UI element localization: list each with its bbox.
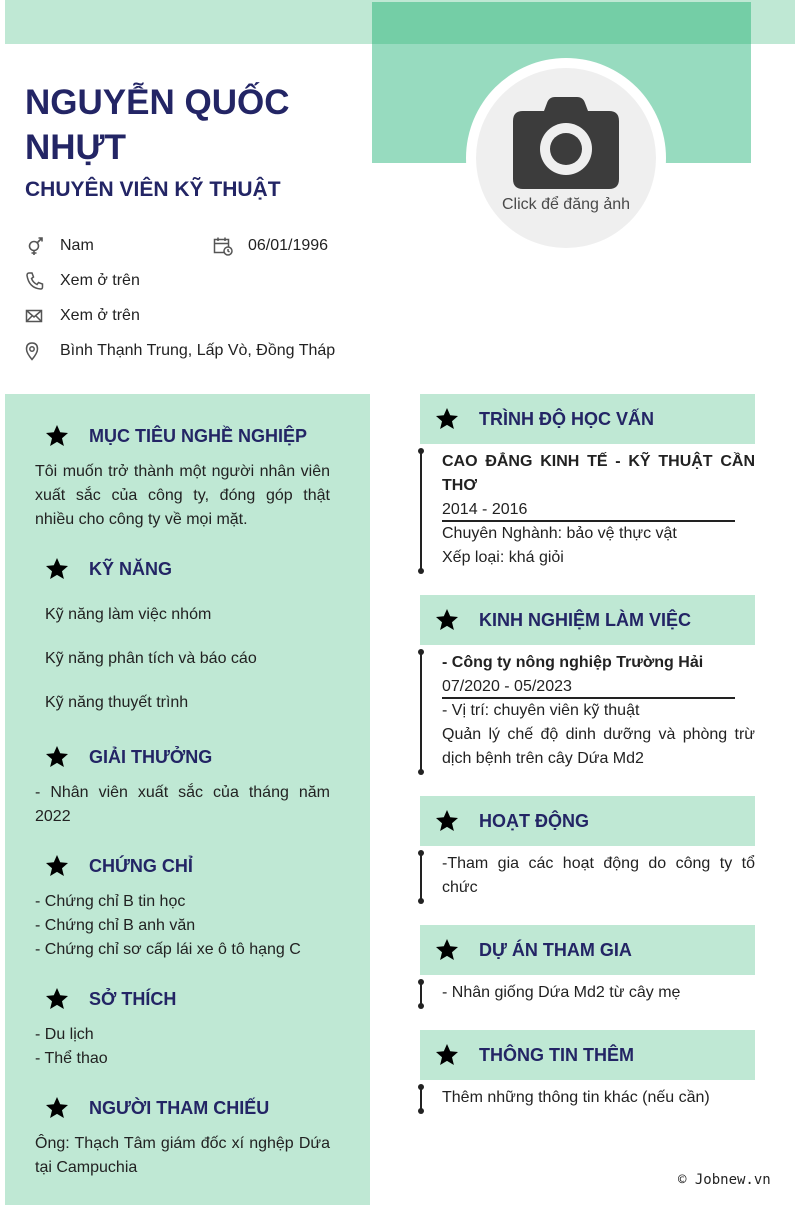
objective-title: MỤC TIÊU NGHỀ NGHIỆP [89,425,308,446]
additional-text: Thêm những thông tin khác (nếu cần) [442,1089,710,1106]
education-period: 2014 - 2016 [442,501,528,518]
certificates-title: CHỨNG CHỈ [89,855,193,876]
skill-item: Kỹ năng làm việc nhóm [45,606,212,623]
email-row [25,306,140,326]
star-icon [45,1096,69,1120]
gender-value: Nam [60,237,94,254]
timeline-dot [418,1108,424,1114]
awards-title: GIẢI THƯỞNG [89,746,213,767]
timeline-dot [418,898,424,904]
candidate-title: CHUYÊN VIÊN KỸ THUẬT [25,178,281,201]
references-title: NGƯỜI THAM CHIẾU [89,1097,270,1118]
email-icon [25,306,45,326]
hobby-item: - Du lịch [35,1026,94,1043]
education-grade: Xếp loại: khá giỏi [442,549,564,566]
calendar-icon [213,236,233,256]
certificate-item: - Chứng chỉ B tin học [35,893,186,910]
experience-company: - Công ty nông nghiệp Trường Hải [442,654,704,671]
candidate-name: NGUYỄN QUỐC NHỰT [25,83,290,167]
star-icon [435,608,459,632]
additional-heading [420,1030,755,1080]
experience-body [420,651,755,775]
address-value: Bình Thạnh Trung, Lấp Vò, Đồng Tháp [60,342,336,359]
projects-heading [420,925,755,975]
hobbies-title: SỞ THÍCH [89,988,177,1009]
star-icon [45,987,69,1011]
timeline-dot [418,1084,424,1090]
certificate-item: - Chứng chỉ B anh văn [35,917,196,934]
skill-item: Kỹ năng thuyết trình [45,694,189,711]
education-title: TRÌNH ĐỘ HỌC VẤN [479,408,654,429]
additional-body [420,1086,755,1114]
activities-body [420,852,755,904]
timeline-dot [418,448,424,454]
activities-title: HOẠT ĐỘNG [479,810,589,831]
photo-background-top [372,2,751,44]
awards-heading [45,745,212,769]
hobby-item: - Thể thao [35,1050,108,1067]
birthdate-row [213,236,328,256]
timeline-dot [418,769,424,775]
additional-title: THÔNG TIN THÊM [479,1044,634,1065]
experience-description: Quản lý chế độ dinh dưỡng và phòng trừ dịch bệnh trên cây Dứa Md2 [442,726,755,767]
objective-text: Tôi muốn trở thành một người nhân viên xuất sắc của công ty, đóng góp thật nhiều cho công ty về mọi mặt. [35,463,330,528]
references-text: Ông: Thạch Tâm giám đốc xí nghệp Dứa tại Campuchia [35,1135,330,1176]
star-icon [435,938,459,962]
experience-period: 07/2020 - 05/2023 [442,678,572,695]
star-icon [435,407,459,431]
star-icon [435,809,459,833]
timeline-dot [418,568,424,574]
timeline-dot [418,1003,424,1009]
education-school: CAO ĐẲNG KINH TẾ - KỸ THUẬT CẦN THƠ [442,453,755,494]
activities-heading [420,796,755,846]
copyright-footer: © Jobnew.vn [678,1172,771,1188]
photo-upload-label[interactable]: Click để đăng ảnh [501,196,631,213]
certificates-heading [45,854,193,878]
location-pin-icon [25,341,45,361]
star-icon [45,557,69,581]
education-body [420,450,755,574]
birthdate-value: 06/01/1996 [248,237,329,254]
phone-row [25,271,140,291]
experience-position: - Vị trí: chuyên viên kỹ thuật [442,702,640,719]
camera-icon[interactable] [513,97,619,189]
star-icon [45,424,69,448]
objective-heading [45,424,307,448]
projects-text: - Nhân giống Dứa Md2 từ cây mẹ [442,984,681,1001]
references-heading [45,1096,269,1120]
phone-icon [25,271,45,291]
timeline-line [420,651,422,773]
skills-heading [45,557,172,581]
projects-title: DỰ ÁN THAM GIA [479,939,632,960]
experience-title: KINH NGHIỆM LÀM VIỆC [479,609,692,630]
timeline-dot [418,649,424,655]
hobbies-heading [45,987,176,1011]
email-value: Xem ở trên [60,307,140,324]
education-heading [420,394,755,444]
timeline-dot [418,979,424,985]
star-icon [435,1043,459,1067]
star-icon [45,745,69,769]
skills-title: KỸ NĂNG [89,558,173,579]
projects-body [420,981,755,1009]
gender-icon [25,236,45,256]
activities-text: -Tham gia các hoạt động do công ty tổ chức [442,855,755,896]
phone-value: Xem ở trên [60,272,140,289]
awards-text: - Nhân viên xuất sắc của tháng năm 2022 [35,784,330,825]
education-major: Chuyên Nghành: bảo vệ thực vật [442,525,677,542]
timeline-line [420,852,422,902]
star-icon [45,854,69,878]
timeline-line [420,450,422,572]
gender-row [25,236,94,256]
experience-heading [420,595,755,645]
address-row [25,341,335,361]
skill-item: Kỹ năng phân tích và báo cáo [45,650,257,667]
certificate-item: - Chứng chỉ sơ cấp lái xe ô tô hạng C [35,941,301,958]
timeline-dot [418,850,424,856]
